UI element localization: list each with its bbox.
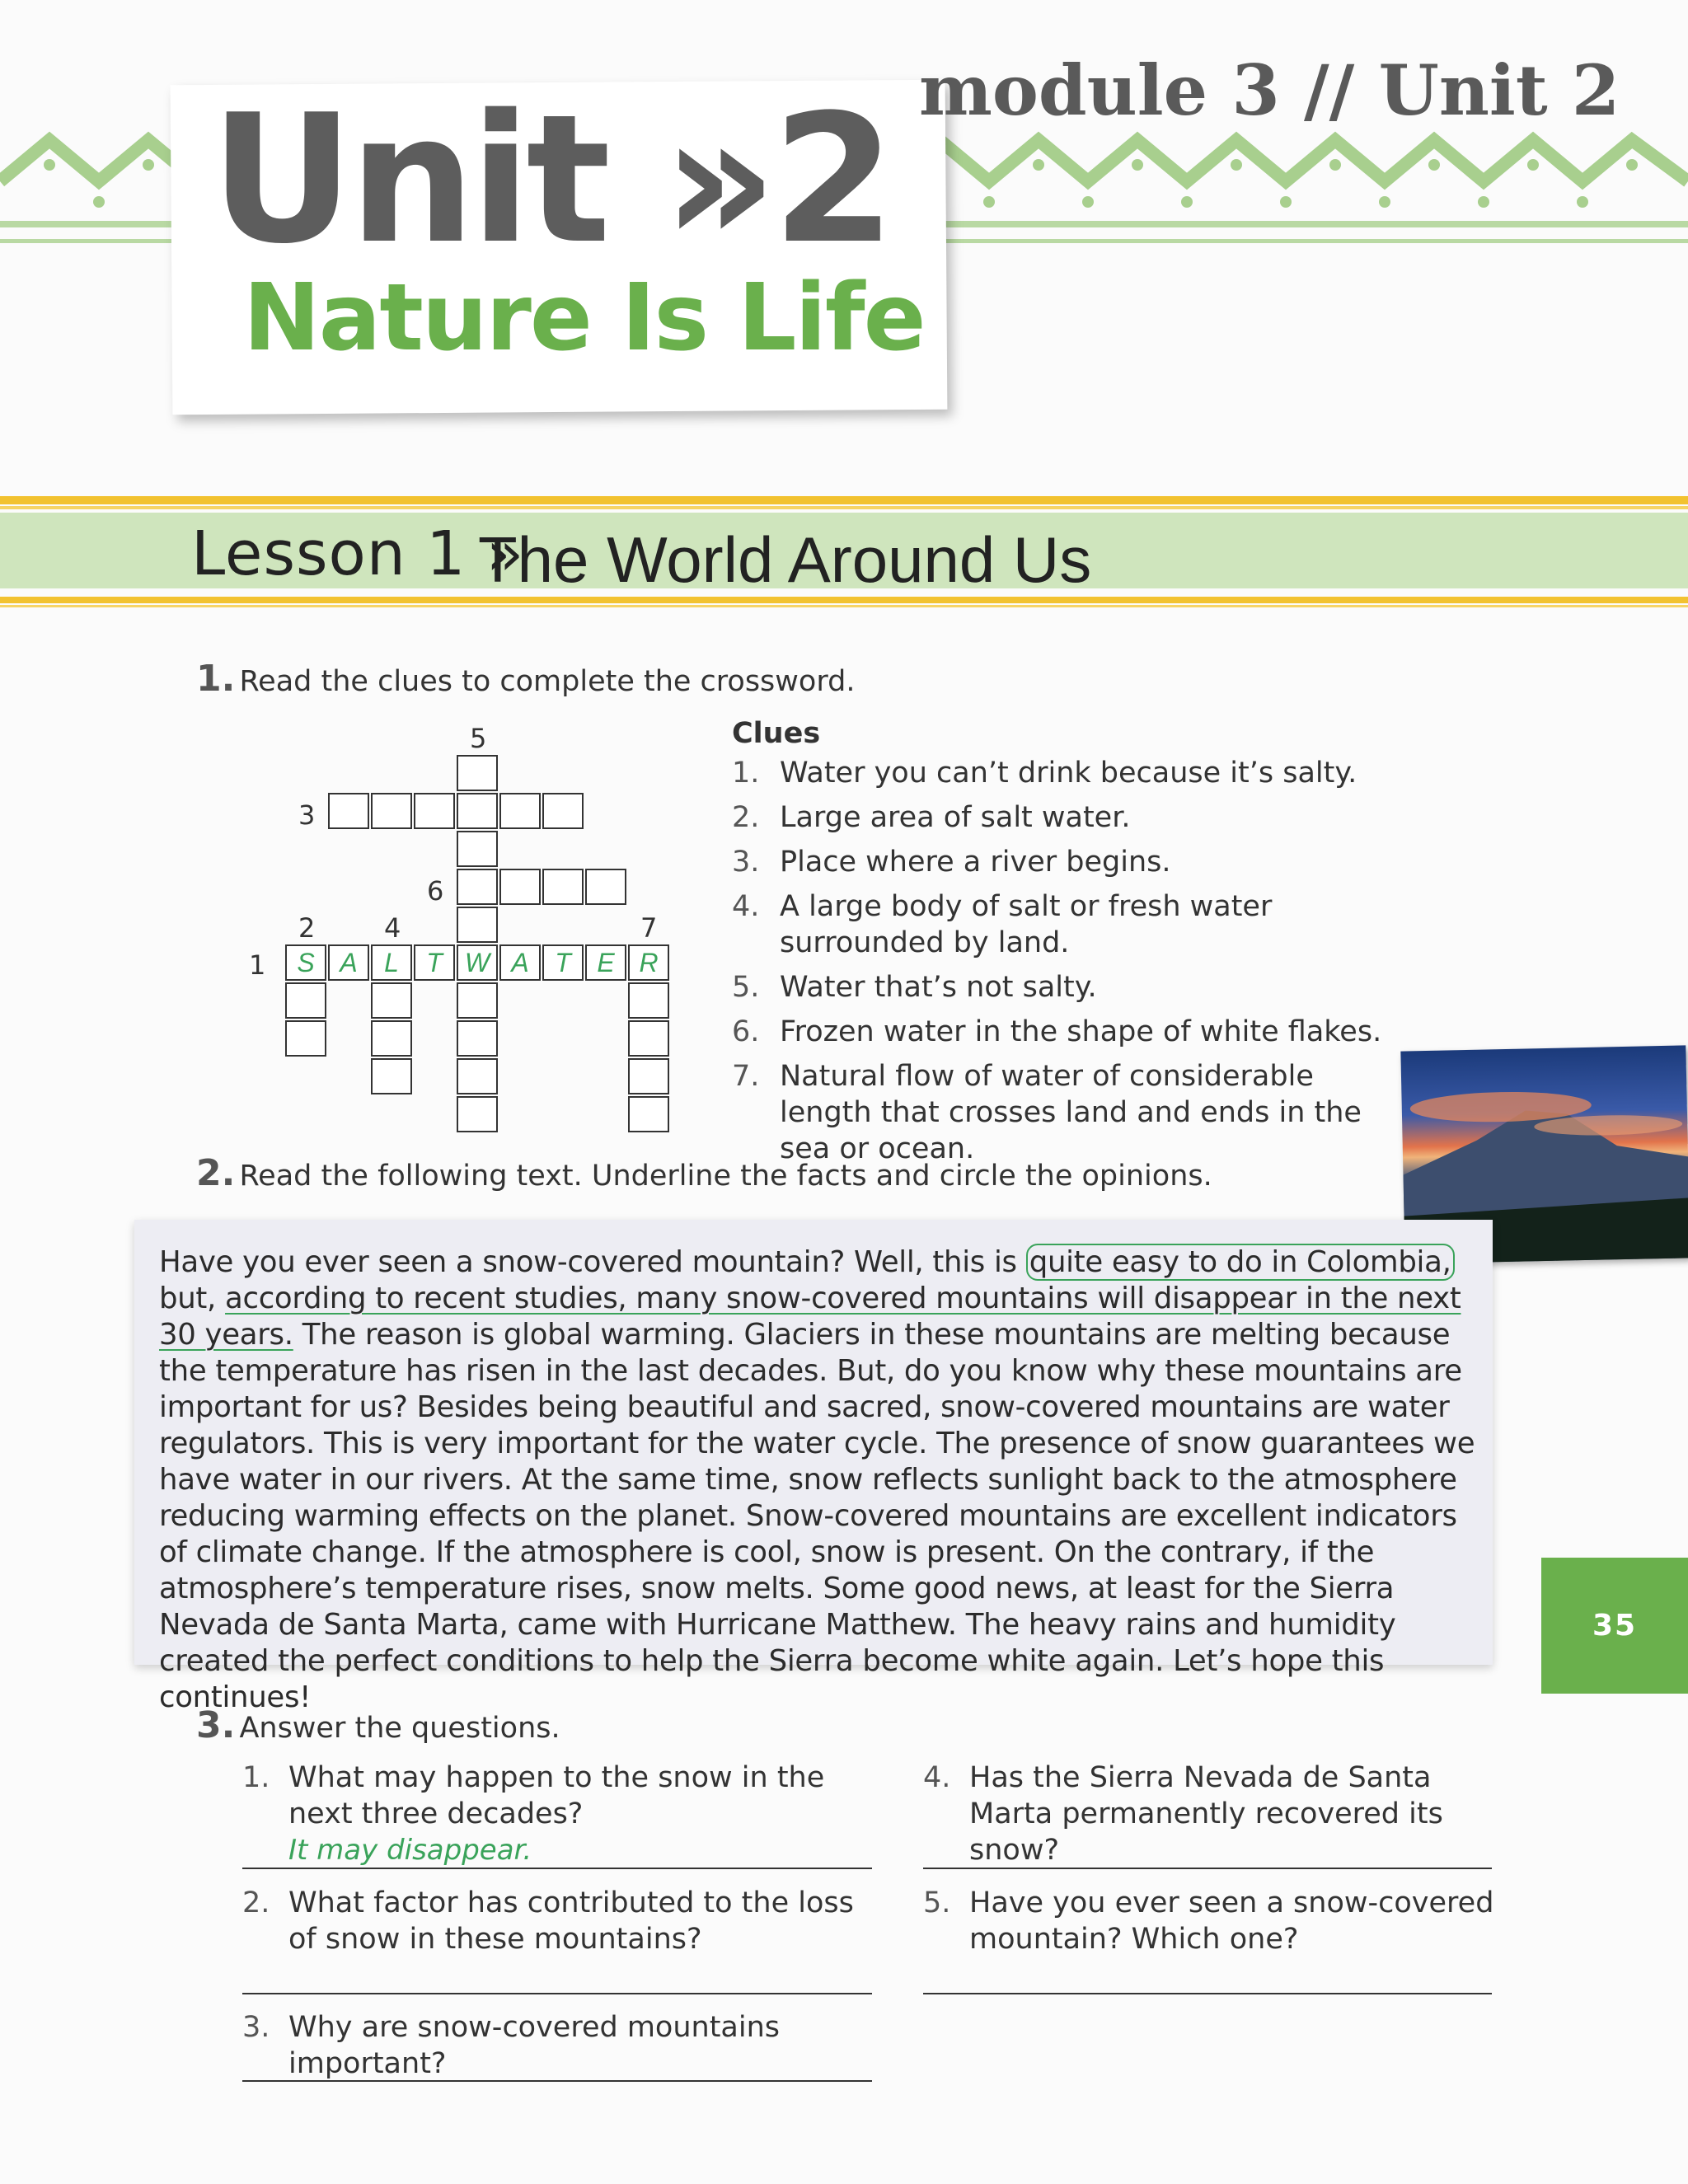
unit-title: Unit »2 [210,76,891,283]
crossword-number: 6 [427,875,444,907]
exercise-number: 2. [196,1152,236,1194]
question-item: 2. What factor has contributed to the loss of snow in these mountains? [242,1886,854,1956]
exercise-number: 1. [196,658,236,700]
question-item: 3. Why are snow-covered mountains important? [242,2011,781,2080]
clue-item: 7. Natural flow of water of considerable length that crosses land and ends in the sea or ocean. [732,1060,1362,1165]
crossword-cell[interactable] [499,793,541,829]
clues-heading: Clues [732,717,821,750]
crossword-cell[interactable] [457,793,498,829]
crossword-cell[interactable] [585,869,626,905]
exercise-instruction: Answer the questions. [239,1712,560,1745]
crossword-letter[interactable]: T [542,944,584,981]
crossword-cell[interactable] [371,1058,412,1094]
page-number: 35 [1541,1558,1688,1694]
crossword-cell[interactable] [457,869,498,905]
lesson-label: Lesson 1 » [191,518,525,589]
crossword-cell[interactable] [457,755,498,791]
crossword-cell[interactable] [628,1020,669,1057]
clues-list [732,717,1408,1175]
crossword-letter[interactable]: S [285,944,326,981]
crossword-cell[interactable] [328,793,369,829]
crossword-cell[interactable] [285,1020,326,1057]
crossword-cell[interactable] [628,1096,669,1132]
crossword-cell[interactable] [457,982,498,1019]
question-item: 5. Have you ever seen a snow-covered mountain? Which one? [923,1886,1494,1956]
exercise-1-heading [196,659,855,699]
crossword-cell[interactable] [371,1020,412,1057]
crossword-number: 4 [384,912,401,944]
answer-line[interactable] [242,1868,872,1869]
crossword-letter[interactable]: A [328,944,369,981]
question-item: 4. Has the Sierra Nevada de Santa Marta permanently recovered its snow? [923,1761,1443,1867]
crossword-cell[interactable] [628,1058,669,1094]
exercise-2-heading [196,1154,1212,1193]
module-label: module 3 // Unit 2 [919,49,1620,131]
crossword-cell[interactable] [285,982,326,1019]
crossword-letter[interactable]: L [371,944,412,981]
exercise-number: 3. [196,1704,236,1746]
crossword-number: 3 [298,799,316,831]
lesson-title: The World Around Us [478,523,1092,596]
answer-line[interactable] [242,1993,872,1994]
crossword-cell[interactable] [457,1058,498,1094]
question-item: 1. What may happen to the snow in the next three decades? [242,1761,825,1830]
crossword-cell[interactable] [542,869,584,905]
unit-subtitle: Nature Is Life [243,265,925,372]
exercise-3-heading [196,1706,560,1746]
crossword-cell[interactable] [457,1096,498,1132]
answer-line[interactable] [923,1868,1492,1869]
underlined-fact[interactable]: according to recent studies, many snow-covered mountains will disappear in the next 30 years. [159,1282,1461,1352]
clue-item: 1. Water you can’t drink because it’s salty. [732,757,1357,790]
crossword-number: 5 [470,723,487,754]
reading-passage [134,1220,1493,1714]
exercise-instruction: Read the clues to complete the crossword. [239,665,856,698]
crossword-letter[interactable]: T [414,944,455,981]
clue-item: 4. A large body of salt or fresh water surrounded by land. [732,890,1273,959]
crossword-cell[interactable] [499,869,541,905]
crossword-letter[interactable]: R [628,944,669,981]
crossword-letter[interactable]: E [585,944,626,981]
crossword-cell[interactable] [457,907,498,943]
crossword-letter[interactable]: W [457,944,498,981]
clue-item: 6. Frozen water in the shape of white flakes. [732,1015,1382,1048]
clue-item: 2. Large area of salt water. [732,801,1131,834]
crossword-cell[interactable] [414,793,455,829]
crossword-number: 1 [249,949,266,981]
clue-item: 3. Place where a river begins. [732,846,1171,879]
crossword-cell[interactable] [628,982,669,1019]
circled-opinion[interactable]: quite easy to do in Colombia, [1026,1244,1455,1281]
crossword-cell[interactable] [371,982,412,1019]
passage-text: Have you ever seen a snow-covered mountain? Well, this is quite easy to do in Colombia, but, according to recent studies, many snow-covered mountains will disappear in the next 30 years. The reason is global warming. Glaciers in these mountains are melting because the temperature has risen in the last decades. But, do you know why these mountains are important for us? Besides being beautiful and sacred, snow-covered mountains are water regulators. This is very important for the water cycle. The presence of snow guarantees we have water in our rivers. At the same time, snow reflects sunlight back to the atmosphere reducing warming effects on the planet. Snow-covered mountains are excellent indicators of climate change. If the atmosphere is cool, snow is present. On the contrary, if the atmosphere’s temperature rises, snow melts. Some good news, at least for the Sierra Nevada de Santa Marta, came with Hurricane Matthew. The heavy rains and humidity created the perfect conditions to help the Sierra become white again. Let’s hope this continues! [159,1245,1475,1714]
crossword-cell[interactable] [371,793,412,829]
crossword-number: 2 [298,912,316,944]
crossword-cell[interactable] [457,1020,498,1057]
crossword-cell[interactable] [457,831,498,867]
crossword-cell[interactable] [542,793,584,829]
crossword-number: 7 [640,912,658,944]
answer-text[interactable]: It may disappear. [288,1834,532,1867]
clue-item: 5. Water that’s not salty. [732,971,1097,1004]
answer-line[interactable] [242,2080,872,2082]
exercise-instruction: Read the following text. Underline the facts and circle the opinions. [239,1160,1212,1193]
crossword-letter[interactable]: A [499,944,541,981]
answer-line[interactable] [923,1993,1492,1994]
